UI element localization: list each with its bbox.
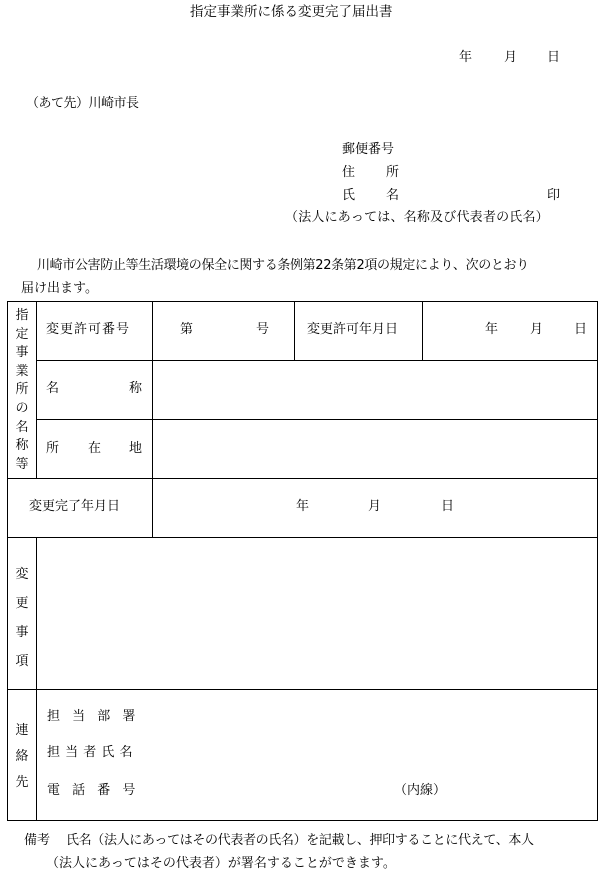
name-label-1: 氏: [342, 188, 356, 203]
seal-mark: 印: [547, 188, 561, 203]
permit-date-month[interactable]: 月: [530, 322, 544, 337]
facility-name-label-1: 名: [46, 381, 60, 396]
remarks-label: 備考: [24, 833, 51, 848]
remarks-line-1: 氏名（法人にあってはその代表者の氏名）を記載し、押印することに代えて、本人: [66, 833, 534, 848]
change-items-char: 事: [15, 625, 29, 640]
permit-number-suffix[interactable]: 号: [256, 322, 270, 337]
contact-label: [12, 718, 32, 796]
facility-name-field[interactable]: [153, 361, 597, 419]
form-title: 指定事業所に係る変更完了届出書: [190, 4, 393, 20]
location-field[interactable]: [153, 420, 597, 478]
group-char: 指: [15, 308, 29, 323]
remarks-line-2: （法人にあってはその代表者）が署名することができます。: [46, 856, 396, 871]
permit-number-prefix[interactable]: 第: [180, 322, 194, 337]
change-items-char: 変: [15, 567, 29, 582]
corporation-note: （法人にあっては、名称及び代表者の氏名）: [285, 210, 549, 225]
extension-label: （内線）: [394, 783, 447, 798]
permit-no-divider: [294, 301, 295, 360]
change-items-label: [12, 560, 32, 676]
group-char: 定: [15, 326, 29, 342]
contact-phone-label: 電 話 番 号: [47, 783, 140, 798]
table-border-left: [7, 301, 8, 821]
intro-line-1: 川崎市公害防止等生活環境の保全に関する条例第22条第2項の規定により、次のとおり: [37, 258, 529, 273]
contact-char: 先: [15, 775, 29, 790]
contact-department-label: 担 当 部 署: [47, 709, 140, 724]
facility-name-label-2: 称: [129, 381, 143, 396]
location-label-3: 地: [129, 441, 143, 456]
name-label-2: 名: [386, 188, 400, 203]
date-day: 日: [547, 50, 561, 65]
table-border-top: [7, 301, 598, 302]
permit-date-divider: [422, 301, 423, 360]
date-month: 月: [504, 50, 518, 65]
completion-date-year[interactable]: 年: [296, 499, 310, 514]
postal-code-label: 郵便番号: [342, 142, 395, 157]
change-items-char: 更: [15, 596, 29, 611]
group-char: の: [15, 400, 29, 416]
permit-date-day[interactable]: 日: [574, 322, 588, 337]
contact-char: 絡: [15, 749, 29, 764]
completion-date-day[interactable]: 日: [441, 499, 455, 514]
permit-date-label: 変更許可年月日: [307, 322, 399, 337]
completion-date-label: 変更完了年月日: [29, 499, 121, 514]
table-border-right: [597, 301, 598, 821]
intro-line-2: 届け出ます。: [21, 281, 98, 296]
contact-person-label: 担 当 者 氏 名: [47, 745, 134, 760]
completion-date-month[interactable]: 月: [368, 499, 382, 514]
group-char: 称: [15, 438, 29, 454]
date-year: 年: [459, 50, 473, 65]
location-label-2: 在: [88, 441, 102, 456]
group-char: 業: [15, 363, 29, 379]
contact-char: 連: [15, 723, 29, 738]
group-char: 等: [15, 456, 29, 472]
permit-date-year[interactable]: 年: [485, 322, 499, 337]
permit-number-label: 変更許可番号: [46, 322, 131, 337]
change-items-field[interactable]: [37, 538, 597, 689]
change-items-char: 項: [15, 654, 29, 669]
row-line-5: [7, 689, 598, 690]
table-border-bottom: [7, 820, 598, 821]
address-label-1: 住: [342, 165, 356, 180]
group-char: 名: [15, 419, 29, 435]
addressee: （あて先）川崎市長: [26, 96, 139, 111]
address-label-2: 所: [386, 165, 400, 180]
facility-group-label: [12, 307, 32, 474]
row-line-3: [7, 478, 598, 479]
location-label-1: 所: [46, 441, 60, 456]
group-char: 事: [15, 345, 29, 361]
group-divider: [36, 301, 37, 478]
group-char: 所: [15, 382, 29, 398]
